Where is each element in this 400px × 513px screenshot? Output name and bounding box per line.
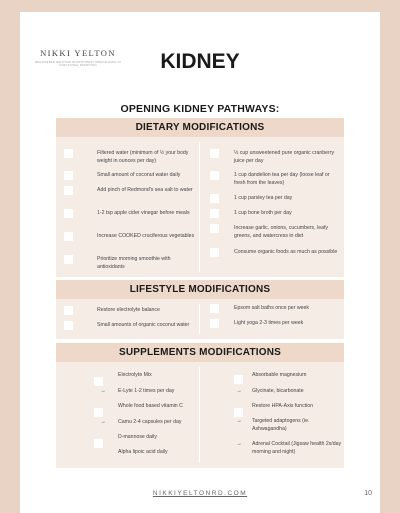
checkbox[interactable] bbox=[210, 171, 219, 180]
item-text: Electrolyte Mix bbox=[118, 372, 152, 378]
item-text: Increase COOKED cruciferous vegetables bbox=[97, 233, 195, 239]
checklist-item bbox=[234, 319, 342, 327]
item-text: 1-2 tsp apple cider vinegar before meals bbox=[97, 210, 190, 216]
checklist-item bbox=[118, 371, 198, 379]
checklist-subitem bbox=[100, 418, 198, 426]
checklist-item bbox=[234, 194, 342, 202]
checklist-item bbox=[64, 306, 199, 315]
checkbox[interactable] bbox=[210, 224, 219, 233]
checklist-item bbox=[252, 371, 342, 379]
checkbox[interactable] bbox=[210, 194, 219, 203]
checkbox[interactable] bbox=[234, 375, 243, 384]
item-text: Targeted adaptogens (ie. Ashwagandha) bbox=[252, 418, 310, 432]
checkbox[interactable] bbox=[210, 149, 219, 158]
arrow-right-icon: → bbox=[236, 418, 242, 424]
logo bbox=[28, 48, 128, 67]
checkbox[interactable] bbox=[234, 408, 243, 417]
website-link[interactable]: NIKKIYELTONRD.COM bbox=[152, 490, 248, 497]
checklist-item bbox=[64, 321, 199, 330]
item-text: Adrenal Cocktail (Jigsaw health 2x/day morning and night) bbox=[252, 441, 342, 455]
supplements-heading-band bbox=[56, 343, 344, 362]
checkbox[interactable] bbox=[94, 377, 103, 386]
dietary-heading: DIETARY MODIFICATIONS bbox=[135, 122, 265, 133]
item-text: ½ cup unsweetened pure organic cranberry juice per day bbox=[234, 150, 335, 164]
checklist-item bbox=[64, 255, 199, 271]
item-text: Increase garlic, onions, cucumbers, leafy greens, and watercress in diet bbox=[234, 225, 328, 239]
checklist-item bbox=[118, 448, 198, 456]
checklist-item bbox=[64, 171, 199, 180]
item-text: Prioritize morning smoothie with antioxidants bbox=[97, 256, 171, 270]
item-text: 1 cup dandelion tea per day (loose leaf or fresh from the leaves) bbox=[234, 172, 330, 186]
checkbox[interactable] bbox=[64, 255, 73, 264]
item-text: 1 cup parsley tea per day bbox=[234, 195, 293, 201]
checklist-item bbox=[234, 209, 342, 217]
page-number: 10 bbox=[364, 490, 372, 497]
checklist-subitem bbox=[236, 417, 342, 433]
checklist-item bbox=[252, 402, 342, 410]
checkbox[interactable] bbox=[210, 209, 219, 218]
checkbox[interactable] bbox=[64, 186, 73, 195]
column-divider bbox=[199, 142, 200, 272]
section-subtitle: OPENING KIDNEY PATHWAYS: bbox=[120, 103, 280, 115]
lifestyle-box bbox=[56, 299, 344, 339]
item-text: D-mannose daily bbox=[118, 434, 157, 440]
arrow-right-icon: → bbox=[236, 441, 242, 447]
dietary-heading-band bbox=[56, 118, 344, 137]
checkbox[interactable] bbox=[210, 304, 219, 313]
dietary-box bbox=[56, 137, 344, 277]
checklist-subitem bbox=[100, 387, 198, 395]
item-text: Add pinch of Redmond's sea salt to water bbox=[97, 187, 193, 193]
item-text: Consume organic foods as much as possible bbox=[234, 249, 338, 255]
logo-name: NIKKI YELTON bbox=[40, 48, 116, 58]
supplements-heading: SUPPLEMENTS MODIFICATIONS bbox=[118, 347, 282, 358]
item-text: Whole food based vitamin C bbox=[118, 403, 183, 409]
item-text: Small amount of coconut water daily bbox=[97, 172, 181, 178]
item-text: Absorbable magnesium bbox=[252, 372, 307, 378]
checkbox[interactable] bbox=[64, 321, 73, 330]
arrow-right-icon: → bbox=[236, 388, 242, 394]
logo-tagline: REGISTERED DIETITIAN NUTRITIONIST SPECIALIZING IN FUNCTIONAL NUTRITION bbox=[35, 61, 121, 68]
checkbox[interactable] bbox=[210, 319, 219, 328]
lifestyle-heading-band bbox=[56, 280, 344, 299]
checklist-item bbox=[118, 402, 198, 410]
page-title: KIDNEY bbox=[160, 50, 240, 73]
item-text: Restore HPA-Axis function bbox=[252, 403, 314, 409]
arrow-right-icon: → bbox=[100, 419, 106, 425]
checklist-subitem bbox=[236, 387, 342, 395]
checkbox[interactable] bbox=[64, 149, 73, 158]
supplements-box bbox=[56, 362, 344, 468]
item-text: Light yoga 2-3 times per week bbox=[234, 320, 304, 326]
checklist-item bbox=[234, 224, 342, 240]
item-text: Camu 2-4 capsules per day bbox=[118, 419, 182, 425]
item-text: Restore electrolyte balance bbox=[97, 307, 160, 313]
checkbox[interactable] bbox=[64, 232, 73, 241]
checklist-item bbox=[64, 186, 199, 195]
checkbox[interactable] bbox=[94, 408, 103, 417]
checkbox[interactable] bbox=[64, 209, 73, 218]
checklist-item bbox=[118, 433, 198, 441]
checklist-item bbox=[234, 149, 342, 165]
checklist-item bbox=[234, 248, 342, 256]
arrow-right-icon: → bbox=[100, 388, 106, 394]
checkbox[interactable] bbox=[210, 248, 219, 257]
column-divider bbox=[199, 367, 200, 463]
item-text: Glycinate, bicarbonate bbox=[252, 388, 304, 394]
checkbox[interactable] bbox=[64, 306, 73, 315]
checklist-item bbox=[64, 149, 199, 165]
item-text: Small amounts of organic coconut water bbox=[97, 322, 190, 328]
column-divider bbox=[199, 304, 200, 334]
item-text: Epsom salt baths once per week bbox=[234, 305, 309, 311]
checkbox[interactable] bbox=[94, 439, 103, 448]
checklist-item bbox=[64, 209, 199, 218]
checklist-item bbox=[234, 304, 342, 312]
item-text: 1 cup bone broth per day bbox=[234, 210, 292, 216]
item-text: E-Lyte 1-2 times per day bbox=[118, 388, 175, 394]
item-text: Alpha lipoic acid daily bbox=[118, 449, 168, 455]
item-text: Filtered water (minimum of ½ your body weight in ounces per day) bbox=[97, 150, 189, 164]
checklist-item bbox=[64, 232, 199, 241]
checklist-item bbox=[234, 171, 342, 187]
checklist-subitem bbox=[236, 440, 342, 456]
checkbox[interactable] bbox=[64, 171, 73, 180]
document-page bbox=[20, 12, 380, 513]
lifestyle-heading: LIFESTYLE MODIFICATIONS bbox=[129, 284, 271, 295]
